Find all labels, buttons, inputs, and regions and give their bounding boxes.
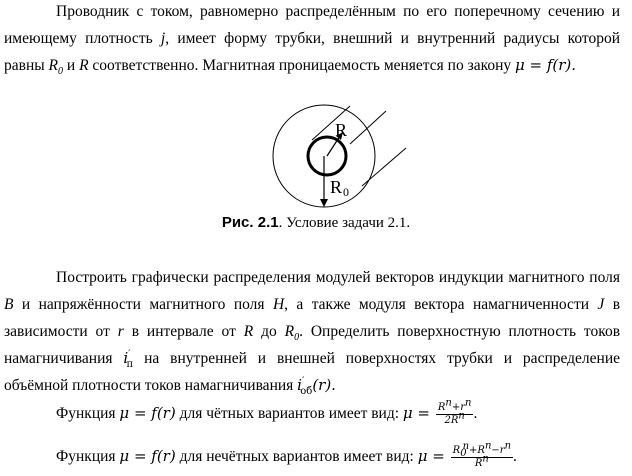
odd-mu: μ = bbox=[417, 447, 445, 466]
problem-text-1: Проводник с током, равномерно распределённым по его поперечному сечению и имеющему плотность bbox=[4, 3, 620, 47]
figure-number: Рис. 2.1 bbox=[221, 214, 279, 231]
figure-caption bbox=[0, 214, 632, 232]
magnetization-symbol: J bbox=[597, 296, 605, 313]
outer-radius-symbol: R bbox=[48, 57, 59, 74]
surface-current-symbol: $i'_п$ bbox=[123, 349, 134, 370]
problem-text-2: , имеет форму трубки, внешний и внутренний радиусы которой равны bbox=[4, 30, 621, 74]
outer-radius-subscript: 0 bbox=[58, 66, 64, 78]
even-law: μ = f(r) bbox=[119, 404, 176, 423]
permeability-law: μ = f(r). bbox=[515, 56, 577, 74]
even-text: для чётных вариантов имеет вид: bbox=[179, 405, 400, 423]
tube-cross-section-figure bbox=[250, 103, 410, 215]
task-text-3: , а также модуля вектора намагниченности bbox=[284, 296, 590, 313]
odd-formula-fraction bbox=[451, 440, 513, 470]
odd-prefix: Функция bbox=[56, 448, 116, 466]
problem-statement bbox=[4, 0, 620, 79]
outer-tangent-line-bottom bbox=[362, 148, 406, 186]
task-text-2: и напряжённости магнитного поля bbox=[21, 296, 265, 313]
task-text-6: до bbox=[261, 323, 277, 340]
current-density-symbol: j bbox=[160, 30, 166, 47]
task-text-8: на внутренней и внешней поверхностях трубки и распределение объёмной плотности токов намагничивания bbox=[4, 350, 621, 394]
inner-radius-label: R bbox=[335, 120, 348, 140]
outer-radius-label: R bbox=[330, 177, 343, 197]
outer-radius-arrowhead bbox=[320, 199, 328, 207]
even-numerator: $R^n+r^n$ bbox=[437, 397, 472, 413]
outer-radius-subscript-2: 0 bbox=[294, 332, 300, 344]
task-text-5: в интервале от bbox=[131, 323, 236, 340]
outer-radius-label-subscript: 0 bbox=[343, 185, 349, 199]
odd-law: μ = f(r) bbox=[119, 447, 176, 466]
inner-radius-symbol: R bbox=[79, 57, 89, 74]
task-text-7: . Определить поверхностную плотность токов намагничивания bbox=[4, 323, 621, 367]
even-formula-fraction bbox=[436, 397, 474, 427]
even-denominator: $2R^n$ bbox=[444, 410, 465, 426]
problem-text-and: и bbox=[63, 57, 76, 74]
figure-caption-text: . Условие задачи 2.1. bbox=[278, 215, 411, 231]
volume-current-symbol: $i'_{об}(r)$. bbox=[297, 376, 336, 397]
problem-text-3: соответственно. Магнитная проницаемость меняется по закону bbox=[92, 57, 512, 74]
even-variant-function bbox=[56, 397, 478, 427]
outer-radius-symbol-2: R bbox=[284, 323, 295, 340]
odd-numerator: $R_0^n+R^n-r^n$ bbox=[452, 440, 512, 459]
task-text-4: в зависимости от bbox=[4, 296, 621, 340]
task-text-1: Построить графически распределения модулей векторов индукции магнитного поля bbox=[56, 269, 620, 286]
inner-radius-symbol-2: R bbox=[243, 323, 254, 340]
even-mu: μ = bbox=[402, 404, 430, 423]
even-dot: . bbox=[473, 405, 478, 423]
odd-dot: . bbox=[513, 448, 517, 466]
odd-text: для нечётных вариантов имеет вид: bbox=[179, 448, 414, 466]
odd-variant-function bbox=[56, 440, 517, 470]
task-statement bbox=[4, 264, 620, 399]
even-prefix: Функция bbox=[56, 405, 116, 423]
radius-variable-symbol: r bbox=[117, 323, 124, 340]
odd-denominator: $R^n$ bbox=[474, 453, 489, 469]
induction-symbol: B bbox=[4, 296, 14, 313]
field-strength-symbol: H bbox=[272, 296, 285, 313]
